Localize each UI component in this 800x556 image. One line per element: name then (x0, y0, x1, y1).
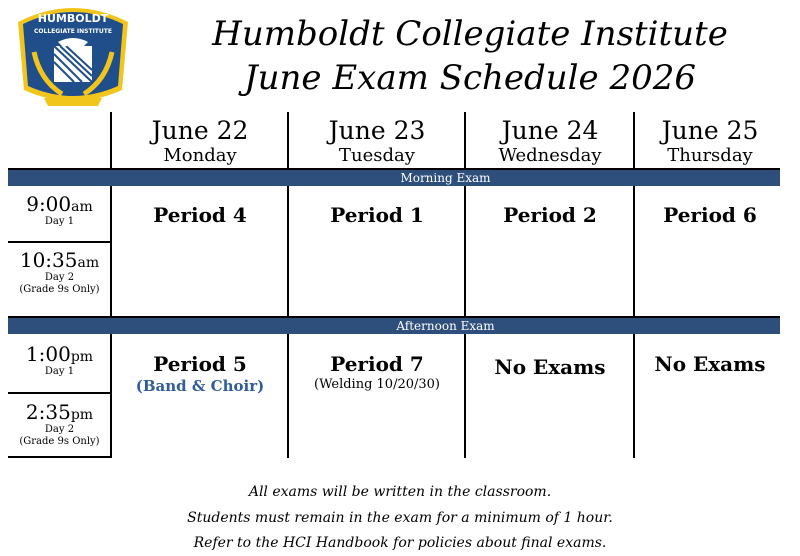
section-bar-left (8, 318, 111, 334)
time-day-label: Day 1 (44, 366, 75, 377)
exam-cell-wed-afternoon: No Exams (494, 355, 606, 379)
afternoon-time-day2 (8, 400, 111, 448)
footer-note-2: Students must remain in the exam for a minimum of 1 hour. (187, 510, 613, 526)
morning-exam-bar: Morning Exam (111, 170, 780, 186)
grid-line (8, 241, 111, 243)
day-date: June 23 (328, 116, 426, 145)
svg-text:HUMBOLDT: HUMBOLDT (37, 12, 109, 25)
day-header-2 (289, 116, 465, 166)
exam-note: (Band & Choir) (135, 377, 265, 395)
time-ampm: am (77, 255, 100, 271)
time-day-label: Day 2 (44, 272, 75, 283)
exam-cell-thu-afternoon: No Exams (654, 352, 766, 376)
day-date: June 25 (661, 116, 759, 145)
exam-cell-tue-morning: Period 1 (330, 203, 424, 227)
day-weekday: Thursday (667, 145, 753, 166)
afternoon-exam-bar: Afternoon Exam (111, 318, 780, 334)
page-title: Humboldt Collegiate Institute (212, 14, 728, 54)
exam-title: Period 7 (330, 352, 424, 376)
morning-time-day1 (8, 192, 111, 228)
time-value: 9:00 (26, 192, 72, 216)
grid-line (8, 456, 111, 458)
day-header-4 (622, 116, 798, 166)
time-note: (Grade 9s Only) (19, 436, 100, 447)
time-ampm: pm (70, 349, 94, 365)
time-value: 1:00 (25, 342, 71, 366)
time-value: 2:35 (25, 400, 71, 424)
exam-cell-thu-morning: Period 6 (663, 203, 757, 227)
svg-text:COLLEGIATE INSTITUTE: COLLEGIATE INSTITUTE (34, 28, 112, 35)
exam-note: (Welding 10/20/30) (314, 377, 440, 392)
section-bar-left (8, 170, 111, 186)
afternoon-time-day1 (8, 342, 111, 378)
exam-title: Period 5 (153, 352, 247, 376)
time-ampm: pm (70, 407, 94, 423)
exam-cell-wed-morning: Period 2 (503, 203, 597, 227)
time-ampm: am (71, 199, 93, 215)
time-day-label: Day 1 (44, 216, 75, 227)
day-header-3 (462, 116, 638, 166)
time-day-label: Day 2 (44, 424, 75, 435)
footer-note-1: All exams will be written in the classroom. (248, 484, 552, 500)
time-note: (Grade 9s Only) (19, 284, 100, 295)
day-date: June 22 (151, 116, 249, 145)
page-subtitle: June Exam Schedule 2026 (243, 58, 696, 98)
footer-note-3: Refer to the HCI Handbook for policies about final exams. (193, 535, 607, 551)
day-date: June 24 (501, 116, 599, 145)
exam-cell-mon-morning: Period 4 (153, 203, 247, 227)
morning-time-day2 (8, 248, 111, 296)
exam-cell-tue-afternoon (289, 352, 465, 394)
time-value: 10:35 (19, 248, 78, 272)
day-header-1 (112, 116, 288, 166)
grid-line (8, 392, 111, 394)
school-crest-icon (14, 2, 132, 110)
exam-cell-mon-afternoon (112, 352, 288, 396)
day-weekday: Tuesday (339, 145, 415, 166)
day-weekday: Monday (163, 145, 237, 166)
day-weekday: Wednesday (498, 145, 602, 166)
